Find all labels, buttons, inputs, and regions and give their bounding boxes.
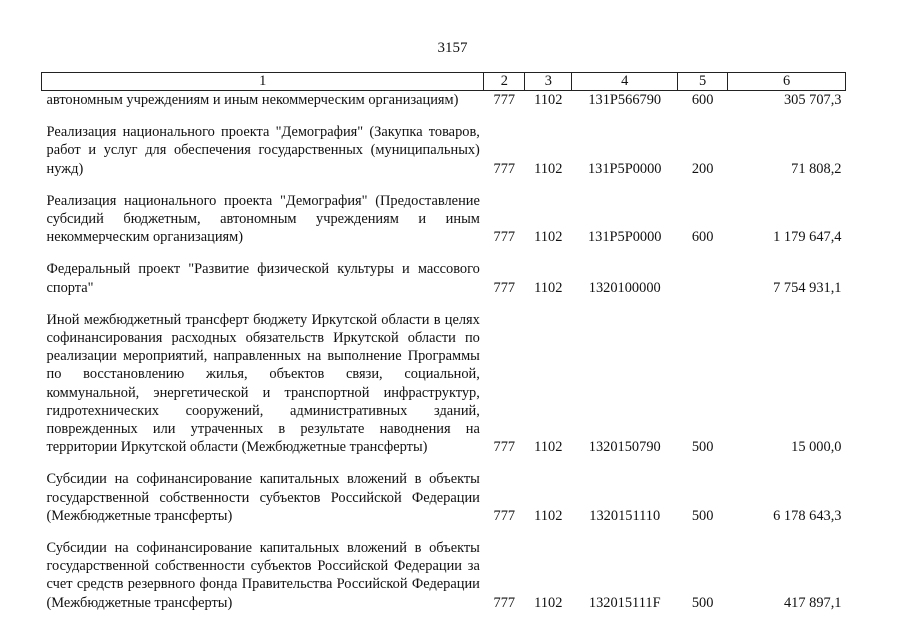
- row-col2: 777: [493, 92, 516, 108]
- header-col-2: 2: [484, 73, 525, 91]
- row-amount: 7 754 931,1: [773, 279, 842, 296]
- table-row: [42, 525, 846, 612]
- row-amount: 6 178 643,3: [773, 507, 842, 524]
- page-number: 3157: [437, 40, 468, 56]
- table-row: [42, 178, 846, 247]
- row-col4: 1320150790: [588, 439, 661, 456]
- row-amount: 417 897,1: [783, 594, 842, 611]
- header-row: [42, 73, 846, 91]
- table-row: [42, 91, 846, 110]
- row-amount: 71 808,2: [791, 160, 842, 177]
- row-col2: 777: [493, 594, 516, 611]
- row-col3: 1102: [534, 507, 563, 524]
- row-amount: 1 179 647,4: [773, 229, 842, 246]
- header-col-6: 6: [728, 73, 846, 91]
- row-col4: 131Р566790: [588, 92, 662, 108]
- header-col-1: 1: [42, 73, 484, 91]
- table-row: [42, 297, 846, 457]
- row-col3: 1102: [534, 594, 563, 611]
- budget-table: [41, 72, 846, 612]
- row-col2: 777: [493, 507, 516, 524]
- row-col2: 777: [493, 439, 516, 456]
- row-col4: 1320100000: [588, 279, 661, 296]
- table-row: [42, 246, 846, 296]
- row-col3: 1102: [534, 279, 563, 296]
- table-row: [42, 456, 846, 525]
- row-col2: 777: [493, 160, 516, 177]
- row-col4: 131Р5Р0000: [587, 160, 662, 177]
- row-amount: 305 707,3: [783, 92, 842, 108]
- header-col-3: 3: [525, 73, 572, 91]
- row-col5: 200: [691, 160, 714, 177]
- row-col2: 777: [493, 279, 516, 296]
- header-col-5: 5: [678, 73, 728, 91]
- row-amount: 15 000,0: [791, 439, 842, 456]
- row-col5: [678, 246, 728, 296]
- row-description: Реализация национального проекта "Демография" (Закупка товаров, работ и услуг для обеспечения государственных (муниципальных) нужд): [46, 124, 480, 177]
- row-col5: 600: [691, 92, 714, 108]
- row-description: Реализация национального проекта "Демография" (Предоставление субсидий бюджетным, автономным учреждениям и иным некоммерческим организациям): [46, 192, 480, 246]
- row-col5: 500: [691, 594, 714, 611]
- row-col4: 131Р5Р0000: [587, 229, 662, 246]
- row-description: Субсидии на софинансирование капитальных вложений в объекты государственной собственности субъектов Российской Федерации (Межбюджетные трансферты): [46, 471, 480, 524]
- header-col-4: 4: [572, 73, 678, 91]
- row-col5: 500: [691, 439, 714, 456]
- row-col5: 600: [691, 229, 714, 246]
- row-col3: 1102: [534, 229, 563, 246]
- row-description: Федеральный проект "Развитие физической культуры и массового спорта": [46, 261, 480, 296]
- row-col5: 500: [691, 507, 714, 524]
- row-col4: 132015111F: [588, 594, 661, 611]
- row-col3: 1102: [534, 160, 563, 177]
- table-row: [42, 109, 846, 178]
- row-col3: 1102: [534, 439, 563, 456]
- row-col4: 1320151110: [589, 507, 661, 524]
- row-description: Субсидии на софинансирование капитальных вложений в объекты государственной собственности субъектов Российской Федерации за счет средств резервного фонда Правительства Российской Федерации (Межбюджетные трансферты): [46, 540, 480, 611]
- row-description: Иной межбюджетный трансферт бюджету Иркутской области в целях софинансирования расходных обязательств Иркутской области по реализации мероприятий, направленных на выполнение Программы по восстановлению жилья, объектов связи, социальной, коммунальной, энергетической и транспортной инфраструктур, гидротехнических сооружений, административных зданий, поврежденных или утраченных в результате наводнения на территории Иркутской области (Межбюджетные трансферты): [46, 311, 480, 456]
- row-description: автономным учреждениям и иным некоммерческим организациям): [46, 92, 459, 108]
- row-col3: 1102: [534, 92, 563, 108]
- row-col2: 777: [493, 229, 516, 246]
